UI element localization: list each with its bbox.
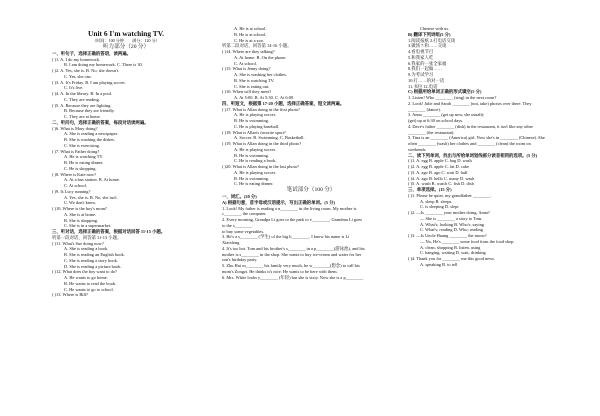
column-left (52, 0, 200, 298)
question-line: ( )3. —Is Uncle Huang ________ the moon? (408, 233, 487, 238)
question-line: C. He is at a zoo. (234, 37, 265, 43)
page-title: Unit 6 I'm watching TV. (88, 29, 164, 38)
question-line: C. She is exercising. (64, 142, 100, 148)
question-line: B. He wants to read the book. (64, 280, 117, 286)
question-line: C. She is in a supermarket. (64, 223, 112, 229)
question-line: A. clean, shopping B. listen, using (420, 244, 481, 250)
section-heading: 二、听问句，选择正确的答案，每段对话读两遍。 (52, 119, 149, 125)
question-line: ( )4. A. ago B. hello C. many D. wash (408, 175, 475, 181)
question-line: B. He is swimming. (234, 118, 270, 123)
question-line: ( )12. What does the boy want to do? (52, 269, 117, 275)
question-line: A. She is reading a book. (64, 246, 109, 252)
question-line: C. They are reading. (64, 96, 100, 102)
question-line: 2. Look! Julie and Sarah ________ (not, take) photos over there. They (408, 100, 532, 106)
question-line: 11.书包 12.电话 (408, 83, 438, 89)
question-line: c________ the computer. (222, 211, 267, 217)
section-heading: 二、读下列单词，找出与所给单词划线部分读音相同的选项。(5 分) (408, 152, 538, 158)
question-line: 8.我们一起做…… (408, 66, 443, 72)
question-line: 10.打……的对一话 (408, 77, 445, 83)
middle-column-top-lines (222, 26, 400, 187)
question-line: 4. Dave's father ________ (dish) in the restaurant, it isn't like any other (408, 123, 533, 129)
question-line: C. They are at home. (64, 114, 101, 119)
question-line: 6. Mrs. White looks y________ (年轻) but she is sixty. Now she is a p________ (222, 274, 364, 280)
question-line: 2. Every morning, Grandpa Li goes to the park to e________, Grandma Li goes (222, 217, 362, 222)
question-line: ( )18. What is Allan's favorite sport? (222, 129, 286, 135)
question-line: C. What's; reading D. Who; reading (420, 227, 483, 233)
question-line: ( )3. A. It's Friday. B. I am playing soccer. (52, 79, 126, 85)
section-heading: 一、词汇。(20 分) (222, 194, 257, 199)
column-middle (222, 0, 400, 280)
question-line: ( )3. A. ago B. ago C. wait D. half (408, 169, 468, 175)
question-line: A. She is at home. (64, 211, 97, 217)
question-line: C. He is eating dinner. (234, 181, 274, 187)
question-line: C. hanging, waiting D. wait, drinking (420, 250, 486, 256)
question-line: ( )9. Is Lucy running? (52, 188, 91, 194)
question-line: to the s________ (222, 222, 253, 228)
question-line: often ________ (wash) her clothes and ________ (clean) the room on (408, 141, 531, 146)
question-line: 听第一段对话，回答第 11-13 小题。 (52, 234, 122, 240)
question-line: A. She is washing her clothes. (234, 72, 288, 77)
question-line: 3.做汤 7.和……交谈 (408, 43, 447, 49)
question-line: A. He is at school. (234, 26, 267, 31)
section-heading: A) 根据句意，首字母或汉语提示，写出正确的单词。(5 分) (222, 199, 335, 205)
question-line: ( )7. What is Father doing? (52, 148, 100, 154)
question-line: 1. Look! My father is reading a n________ in the living room. My mother is (222, 205, 357, 211)
question-line: B. She is watching TV. (234, 77, 275, 83)
question-line: C. He is playing baseball. (234, 123, 280, 129)
question-line: 4. It's too hot. Tom and his brother's s________ in a p________(游泳池), and his (222, 245, 365, 251)
question-line: Xiaodong. (222, 240, 241, 245)
question-line: B. I am doing my homework. C. There is 30. (64, 62, 143, 68)
question-line: B. Because they are friendly. (64, 108, 115, 114)
question-line: C. He is reading a book. (234, 158, 277, 164)
question-line: A. He wants to go home. (64, 275, 108, 280)
question-line: 5. Zhu Hui m________ his family very much, he w________(想念) to call his (222, 263, 360, 268)
question-line: A. Yes, she is. B. No, she isn't. (64, 194, 118, 200)
question-line: ( )2. A. Yes, she is. B. No, she doesn't. (52, 68, 120, 73)
question-line: A. He is playing soccer. (234, 146, 276, 152)
question-line: C. He wants to go to school. (64, 286, 114, 292)
question-line: 9.为考试学习 (408, 72, 434, 77)
question-line: — She is ________ a story to Tom. (420, 215, 483, 221)
listening-section-title: 听力部分（20 分） (102, 43, 150, 50)
question-line: ( )4. Thank you for ________ me this good news. (408, 256, 496, 261)
question-line: (get) up at 6:30 on school days. (408, 118, 464, 123)
question-line: ( )2. A. egg B. apple C. fat D. cake (408, 164, 469, 169)
question-line: ( )20. What is Allan doing in the last photo? (222, 164, 299, 169)
question-line: ( )1. A. I do my homework. (52, 56, 101, 62)
question-line: C. She is eating out. (234, 83, 270, 89)
question-line: 3. Anna ________ (get up now, she usually (408, 112, 484, 118)
question-line: C. She is reading a story book. (64, 257, 118, 263)
middle-column-bottom-lines (222, 194, 400, 280)
question-line: A. He is playing soccer. (234, 112, 276, 118)
question-line: B. He is at school. (234, 31, 267, 37)
question-line: A. What's; looking B. Who's; saying (420, 221, 484, 227)
question-line: A. At home. B. On the phone. (234, 54, 287, 60)
question-line: ( )4. A. In the library. B. In a pool. (52, 91, 113, 96)
question-line: 3. He's a s________ (学生) of the big h________. I know his name is Li (222, 234, 350, 240)
question-line: B. She is shopping. (64, 217, 99, 223)
question-line: 4.看电视节目 (408, 49, 434, 54)
question-line: D. She is reading a picture book. (64, 263, 122, 269)
question-line: ________ (the restaurant). (408, 129, 455, 135)
question-line: ( )17. What is Allan doing in the first photo? (222, 106, 300, 112)
question-line: ( )5. A. wash B. watch C. fish D. dish (408, 181, 474, 187)
question-line: ( )13. Where is Bill? (52, 292, 88, 298)
question-line: B. He is eating dinner. (64, 160, 104, 165)
question-line: to buy some vegetables. (222, 228, 265, 234)
section-heading: C) 根据所给单词正确的形式填空(5 分) (408, 89, 482, 95)
question-line: A. He is playing soccer. (234, 169, 276, 175)
right-column-lines (408, 26, 594, 268)
question-line: ( )16. When will they meet? (222, 89, 272, 95)
question-line: ( )6. What is Mary doing? (52, 125, 98, 131)
question-line: 5. Tina is an ________ (America) girl. Now she's in ________ (Chinese). She (408, 135, 545, 141)
question-line: ( )15. What is Jenny doing? (222, 66, 271, 72)
question-line: ( )19. What is Allan doing in the third photo? (222, 141, 302, 146)
question-line: C. He is shopping. (64, 165, 97, 171)
writing-section-title: 笔试部分（100 分） (286, 187, 336, 193)
section-heading: 四、听短文，根据第 17-20 小题，选择正确答案，短文读两遍。 (222, 100, 345, 106)
question-line: ________ (dance). (408, 106, 441, 112)
question-line: ( )11. What's Sue doing now? (52, 240, 104, 246)
question-line: — No, He's ________ some food from the food shop. (420, 238, 515, 244)
section-heading: 三、听对话，选择正确的答案，根据对话回答 11-15 小题。 (52, 229, 166, 234)
question-line: mother is s________ in the shop. She wants to buy ice-cream and water for her (222, 251, 362, 257)
question-line: A. She is reading a newspaper. (64, 131, 119, 137)
section-heading: 三、单项选择。(15 分) (408, 187, 452, 192)
question-line: 1.阅读报纸 2.打电话交谈 (408, 37, 456, 43)
question-line: ( )8. Where is Kate now? (52, 171, 97, 177)
question-line: son's birthday party. (222, 257, 258, 263)
section-heading: B) 翻译下列词组(5 分) (408, 31, 451, 37)
question-line: C. We don't know. (64, 200, 97, 206)
question-line: A. He is watching TV. (64, 154, 104, 160)
question-line: mom's Zongzi. He thinks it's nice. He wants to be here with them. (222, 268, 338, 274)
question-line: ( )1. A. egg B. apple C. bag D. wash (408, 158, 472, 164)
question-line: C. is sleeping D. slept (420, 204, 459, 210)
question-line: B. She is reading an English book. (64, 252, 125, 257)
left-column-lines (52, 51, 200, 298)
question-line: A. Soccer. B. Swimming. C. Basketball. (234, 135, 305, 141)
question-line: 1. Listen! Who ________ (sing) in the next room? (408, 95, 497, 100)
question-line: 5.和我家人吃 (408, 54, 434, 60)
question-line: A. speaking B. to tell (420, 261, 458, 267)
exam-meta: （时间：100 分钟 满分：120 分） (92, 38, 160, 43)
section-heading: 一、听句子，选择正确的答语，读两遍。 (52, 50, 132, 56)
question-line: weekends. (408, 146, 427, 152)
question-line: B. She is washing the dishes. (64, 137, 116, 142)
question-line: 听第二段对话，回答第 14-16 小题。 (222, 43, 292, 49)
question-line: A. At 5:00. B. At 5:30. C. At 6:00 (234, 95, 294, 100)
column-right (408, 0, 594, 268)
question-line: A. At a bus station. B. At home. (64, 177, 120, 183)
question-line: C. At school. (64, 183, 87, 188)
question-line: B. He is swimming. (234, 152, 270, 158)
question-line: ( )5. A. Because they are fighting. (52, 102, 112, 108)
question-line: C. Yes, she can. (64, 73, 92, 79)
question-line: 6.我家的一张全家福 (408, 60, 447, 66)
question-line: ( )2. —Is ________ your mother doing, Anna? (408, 210, 490, 215)
question-line: ( )1. Please be quiet, my grandfather ________. (408, 192, 492, 198)
question-line: ( )14. Where are they talking? (222, 49, 275, 54)
question-line: Chinese with us. (420, 26, 450, 31)
question-line: ( )10. Where is the boy's mom? (52, 206, 107, 211)
question-line: C. At school. (234, 60, 257, 66)
question-line: C. It's five. (64, 85, 84, 91)
question-line: A. sleep B. sleeps (420, 198, 452, 204)
question-line: B. He is swimming. (234, 175, 270, 181)
